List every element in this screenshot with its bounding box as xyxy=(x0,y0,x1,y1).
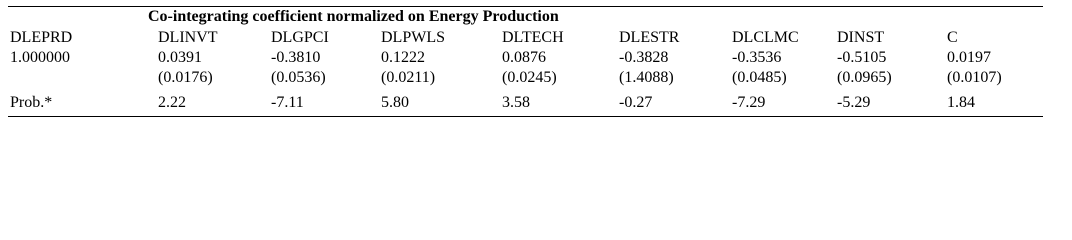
header-cell-dlgpci: DLGPCI xyxy=(271,29,329,46)
header-cell-dlestr: DLESTR xyxy=(619,29,680,46)
table-cell: -0.5105 xyxy=(837,49,887,66)
table-cell: -5.29 xyxy=(837,94,871,111)
header-cell-dlclmc: DLCLMC xyxy=(732,29,799,46)
table-cell: (0.0211) xyxy=(381,69,436,86)
table-cell: 0.1222 xyxy=(381,49,425,66)
coefficient-row xyxy=(8,48,1043,67)
table-cell: 0.0197 xyxy=(947,49,991,66)
table-cell: (0.0107) xyxy=(947,69,1002,86)
table-cell: (0.0176) xyxy=(158,69,213,86)
cointegration-table xyxy=(8,0,1043,124)
table-cell: (0.0536) xyxy=(271,69,326,86)
table-cell: 1.000000 xyxy=(10,49,70,66)
table-cell: (0.0965) xyxy=(837,69,892,86)
header-cell-dlpwls: DLPWLS xyxy=(381,29,445,46)
prob-row xyxy=(8,93,1043,112)
header-cell-dlinvt: DLINVT xyxy=(158,29,218,46)
table-cell: 5.80 xyxy=(381,94,409,111)
table-cell: (0.0485) xyxy=(732,69,787,86)
prob-label: Prob.* xyxy=(10,94,53,111)
table-cell: 0.0391 xyxy=(158,49,202,66)
table-cell: -0.3828 xyxy=(619,49,669,66)
table-cell: -0.3536 xyxy=(732,49,782,66)
table-cell: 0.0876 xyxy=(502,49,546,66)
header-cell-dinst: DINST xyxy=(837,29,885,46)
table-bottom-rule xyxy=(8,116,1043,117)
table-cell: -0.3810 xyxy=(271,49,321,66)
table-cell: (1.4088) xyxy=(619,69,674,86)
table-cell: 3.58 xyxy=(502,94,530,111)
standard-error-row xyxy=(8,68,1043,87)
table-cell: 1.84 xyxy=(947,94,975,111)
header-cell-dltech: DLTECH xyxy=(502,29,564,46)
header-cell-c: C xyxy=(947,29,958,46)
table-cell: -7.29 xyxy=(732,94,766,111)
table-cell: -0.27 xyxy=(619,94,653,111)
table-cell: -7.11 xyxy=(271,94,304,111)
table-cell: 2.22 xyxy=(158,94,186,111)
table-header-row xyxy=(8,28,1043,47)
table-caption: Co-integrating coefficient normalized on Energy Production xyxy=(148,8,559,25)
table-cell: (0.0245) xyxy=(502,69,557,86)
header-cell-dleprd: DLEPRD xyxy=(10,29,73,46)
